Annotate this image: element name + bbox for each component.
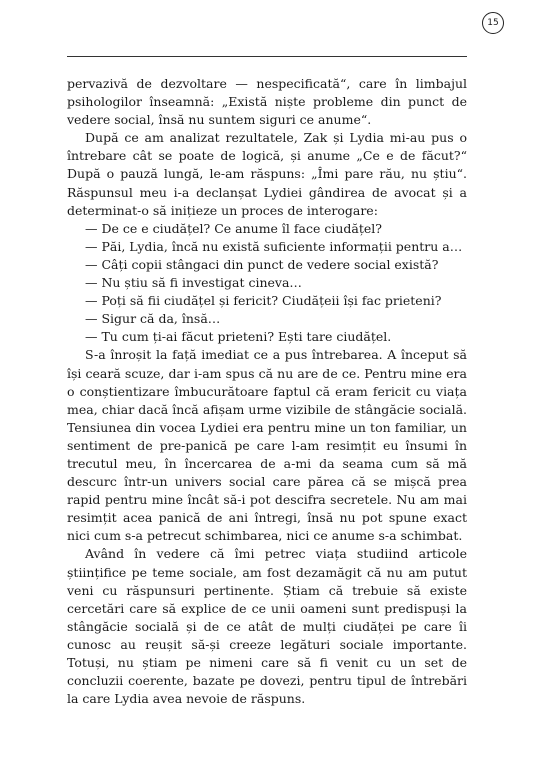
header-rule — [67, 56, 467, 57]
paragraph: Având în vedere că îmi petrec viața studiind articole științifice pe teme sociale, am fost dezamăgit că nu am putut veni cu răspunsuri pertinente. Știam că trebuie să existe cercetări care să explice de ce unii oameni sunt predispuși la stângăcie socială și de ce atât de mulți ciudăței pe care îi cunosc au reușit să-și creeze legături sociale importante. Totuși, nu știam pe nimeni care să fi venit cu un set de concluzii coerente, bazate pe dovezi, pentru tipul de întrebări la care Lydia avea nevoie de răspuns. — [67, 546, 467, 707]
body-text — [67, 75, 467, 708]
dialogue-line: — Nu știu să fi investigat cineva… — [85, 275, 302, 291]
dialogue-line: — Câți copii stângaci din punct de vedere social există? — [85, 256, 439, 272]
paragraph: pervazivă de dezvoltare — nespecificată“, care în limbajul psihologilor înseamnă: „Există niște probleme din punct de vedere social, însă nu suntem siguri ce anume“. — [67, 76, 467, 128]
dialogue-line: — Păi, Lydia, încă nu există suficiente informații pentru a… — [85, 238, 463, 254]
dialogue-line: — Sigur că da, însă… — [85, 311, 221, 327]
dialogue-line: — Tu cum ți-ai făcut prieteni? Ești tare ciudățel. — [85, 329, 392, 345]
dialogue-line: — Poți să fii ciudățel și fericit? Ciudățeii își fac prieteni? — [85, 293, 442, 309]
dialogue-line: — De ce e ciudățel? Ce anume îl face ciudățel? — [85, 220, 382, 236]
paragraph: S-a înroșit la față imediat ce a pus întrebarea. A început să își ceară scuze, dar i-am spus că nu are de ce. Pentru mine era o conștientizare îmbucurătoare faptul că eram fericit cu viața mea, chiar dacă încă afișam urme vizibile de stângăcie socială. Tensiunea din vocea Lydiei era pentru mine un ton familiar, un sentiment de pre-panică pe care l-am resimțit eu însumi în trecutul meu, în încercarea de a-mi da seama cum să mă descurc într-un univers social care părea că se mișcă prea rapid pentru mine încât să-i pot descifra secretele. Nu am mai resimțit acea panică de ani întregi, însă nu pot spune exact nici cum s-a petrecut schimbarea, nici ce anume s-a schimbat. — [67, 347, 467, 544]
paragraph: După ce am analizat rezultatele, Zak și Lydia mi-au pus o întrebare cât se poate de logică, și anume „Ce e de făcut?“ După o pauză lungă, le-am răspuns: „Îmi pare rău, nu știu“. Răspunsul meu i-a declanșat Lydiei gândirea de avocat și a determinat-o să inițieze un proces de interogare: — [67, 130, 467, 218]
page-number: 15 — [482, 12, 504, 34]
